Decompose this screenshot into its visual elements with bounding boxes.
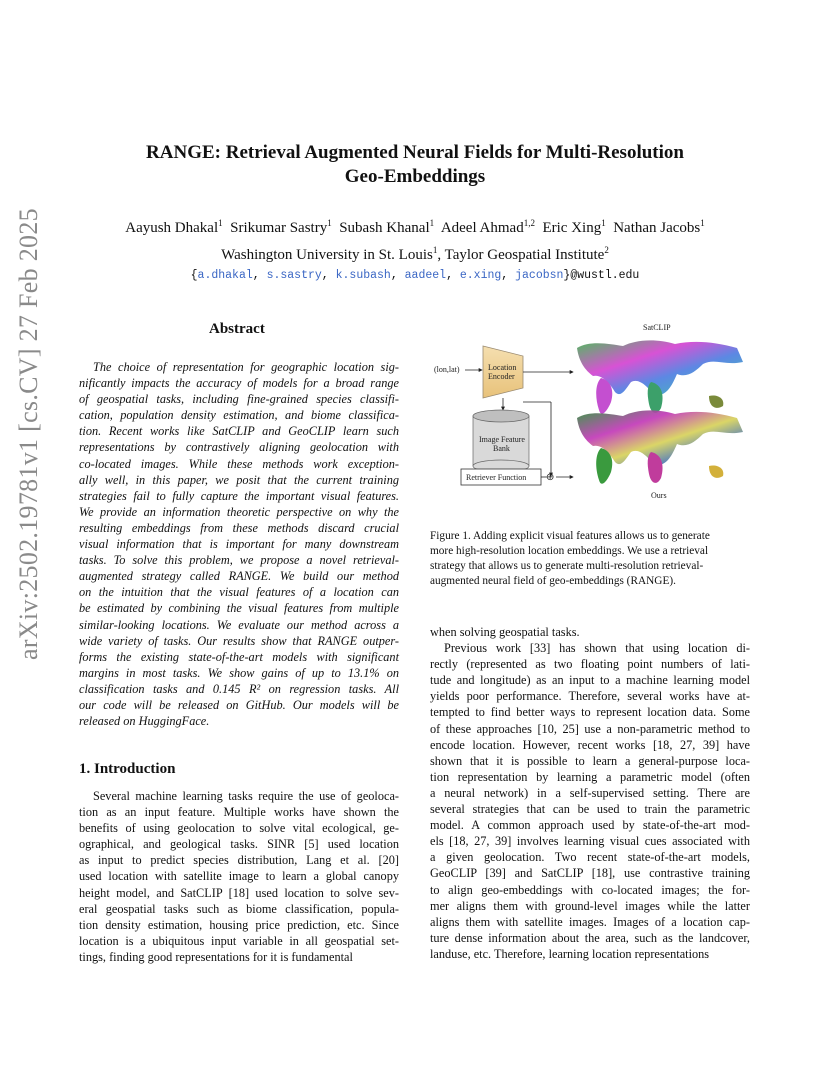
encoder-label-1: Location: [488, 363, 517, 372]
caption-line: augmented neural field of geo-embeddings (RANGE).: [430, 575, 676, 588]
text-line: Several machine learning tasks require the use of geoloca-: [93, 789, 399, 803]
email-link[interactable]: s.sastry: [266, 269, 322, 282]
text-line: yields poor performance. Therefore, several works have at-: [430, 689, 750, 704]
caption-line: strategy that allows us to generate multi-resolution retrieval-: [430, 560, 704, 573]
intro-heading: 1. Introduction: [79, 761, 176, 777]
text-line: The choice of representation for geographic location sig-: [93, 360, 399, 374]
caption-line: more high-resolution location embeddings. We use a retrieval: [430, 545, 709, 558]
bank-label-1: Image Feature: [479, 435, 525, 444]
author: Nathan Jacobs$^1$: [613, 218, 705, 236]
author: Srikumar Sastry$^1$: [230, 218, 332, 236]
text-line: be estimated by combining the visual features from multiple: [79, 601, 399, 616]
text-line: on the intuition that the visual features of a location can: [79, 585, 399, 600]
text-line: a neural network) in a self-supervised setting. There are: [430, 785, 750, 800]
satclip-map: [577, 340, 743, 413]
text-line: nificantly impacts the accuracy of models for a broad range: [79, 376, 399, 391]
text-line: tude and longitude) as an input to a machine learning model: [430, 673, 750, 688]
text-line: wide variety of tasks. Our results show that RANGE outper-: [79, 633, 399, 648]
text-line: representations by contrastively aligning geolocation with: [79, 440, 399, 455]
text-line: released on HuggingFace.: [79, 714, 210, 729]
text-line: forms the existing state-of-the-art models with significant: [79, 649, 399, 664]
text-line: GeoCLIP [39] and SatCLIP [18], use contrastive training: [430, 866, 750, 881]
text-line: location is a ubiquitous input variable in all geospatial set-: [79, 933, 399, 948]
text-line: a given geolocation. Two recent state-of-the-art models,: [430, 850, 750, 865]
intro-body: [79, 788, 399, 965]
retriever-label: Retriever Function: [466, 473, 527, 482]
text-line: visual information that is important for many downstream: [79, 537, 399, 552]
text-line: We provide an information theoretic perspective on why the: [79, 504, 399, 519]
email-domain: }@wustl.edu: [563, 269, 640, 282]
figure-caption: [430, 529, 750, 589]
text-line: of geospatial tasks, including fine-grained species classifi-: [79, 392, 399, 407]
affiliations: Washington University in St. Louis$^1$, Taylor Geospatial Institute$^2$: [221, 245, 609, 263]
text-line: resulting embeddings from these methods discard crucial: [79, 520, 399, 535]
text-line: tasks. To solve this problem, we propose a novel retrieval-: [79, 553, 399, 568]
text-line: as input to predict species distribution, Lang et al. [20]: [79, 853, 399, 868]
plus-icon: ⊕: [546, 472, 555, 483]
author: Adeel Ahmad$^{1,2}$: [440, 218, 535, 236]
text-line: Previous work [33] has shown that using location di-: [444, 641, 750, 656]
text-line: classification tasks and 0.145 R² on regression tasks. All: [79, 681, 399, 696]
figure-1: [425, 318, 755, 508]
text-line: of these approaches [10, 25] use a non-parametric method to: [430, 721, 750, 736]
author: Eric Xing$^1$: [542, 218, 606, 236]
email-link[interactable]: jacobsn: [515, 269, 564, 282]
text-line: benefits of using geolocation to solve vital ecological, ge-: [79, 821, 399, 836]
text-line: tion representation by learning a parametric model (often: [430, 769, 750, 784]
caption-line: Figure 1. Adding explicit visual features allows us to generate: [430, 530, 710, 542]
text-line: cation, population density estimation, and biome classifica-: [79, 408, 399, 423]
image-feature-bank: [473, 410, 529, 472]
title-line-1: RANGE: Retrieval Augmented Neural Fields for Multi-Resolution: [146, 142, 684, 163]
text-line: eral geospatial tasks such as biome classification, popula-: [79, 901, 399, 916]
right-column-body: [430, 624, 750, 962]
author: Aayush Dhakal$^1$: [125, 218, 223, 236]
map-top-label: SatCLIP: [643, 323, 671, 332]
text-line: similar-looking locations. We evaluate our method across a: [79, 617, 399, 632]
email-list: {a.dhakal, s.sastry, k.subash, aadeel, e.xing, jacobsn}@wustl.edu: [190, 269, 640, 282]
abstract-heading: Abstract: [209, 321, 265, 337]
text-line: margins in most tasks. We show gains of up to 13.1% on: [79, 665, 399, 680]
email-link[interactable]: k.subash: [335, 269, 391, 282]
text-line: ture dense information about the area, such as the landcover,: [430, 930, 750, 945]
text-line: when solving geospatial tasks.: [430, 625, 580, 639]
text-line: tempted to find better ways to represent location data. Some: [430, 705, 750, 720]
text-line: co-located images. While these methods work exception-: [79, 456, 399, 471]
email-link[interactable]: e.xing: [459, 269, 502, 282]
text-line: model. A common approach used by state-of-the-art mod-: [430, 818, 750, 833]
text-line: mer aligns them with ground-level images while the latter: [430, 898, 750, 913]
paper-title: [100, 141, 730, 189]
text-line: tion as an input feature. Multiple works have shown the: [79, 805, 399, 820]
bank-label-2: Bank: [493, 444, 510, 453]
text-line: tion density estimation, housing price prediction, etc. Since: [79, 917, 399, 932]
email-link[interactable]: a.dhakal: [197, 269, 253, 282]
text-line: rectly (represented as two floating point numbers of lati-: [430, 657, 750, 672]
title-line-2: Geo-Embeddings: [344, 166, 486, 187]
text-line: tings, finding good representations for it is fundamental: [79, 949, 353, 964]
arxiv-stamp: arXiv:2502.19781v1 [cs.CV] 27 Feb 2025: [14, 208, 43, 660]
input-label: (lon,lat): [434, 365, 460, 374]
text-line: landuse, etc. Therefore, learning location representations: [430, 946, 710, 961]
text-line: strategies fail to fully capture the important visual features.: [79, 488, 399, 503]
text-line: shown that it is possible to learn a general-purpose loca-: [430, 753, 750, 768]
encoder-label-2: Encoder: [488, 372, 515, 381]
text-line: to align geo-embeddings with co-located images; the for-: [430, 882, 750, 897]
affiliation: Taylor Geospatial Institute$^2$: [444, 245, 609, 263]
text-line: ally well, in this paper, we posit that the current training: [79, 472, 399, 487]
affiliation: Washington University in St. Louis$^1$: [221, 245, 438, 263]
ours-map: [577, 410, 743, 483]
author: Subash Khanal$^1$: [339, 218, 435, 236]
author-list: [60, 218, 770, 238]
email-link[interactable]: aadeel: [404, 269, 447, 282]
text-line: aligns them with satellite images. Images of a location cap-: [430, 914, 750, 929]
text-line: augmented strategy called RANGE. We build our method: [79, 569, 399, 584]
text-line: several strategies that can be used to train the parametric: [430, 802, 750, 817]
abstract-body: [79, 359, 399, 729]
text-line: encode location. However, recent works [18, 27, 39] have: [430, 737, 750, 752]
text-line: tion. Recent works like SatCLIP and GeoCLIP learn such: [79, 424, 399, 439]
text-line: our code will be released on GitHub. Our models will be: [79, 697, 399, 712]
text-line: height model, and SatCLIP [18] used location to solve sev-: [79, 885, 399, 900]
text-line: ographical, and geological tasks. SINR [5] used location: [79, 837, 399, 852]
text-line: els [18, 27, 39] involves learning visual cues associated with: [430, 834, 750, 849]
map-bottom-label: Ours: [651, 491, 667, 500]
text-line: used location with satellite image to learn a global canopy: [79, 869, 399, 884]
